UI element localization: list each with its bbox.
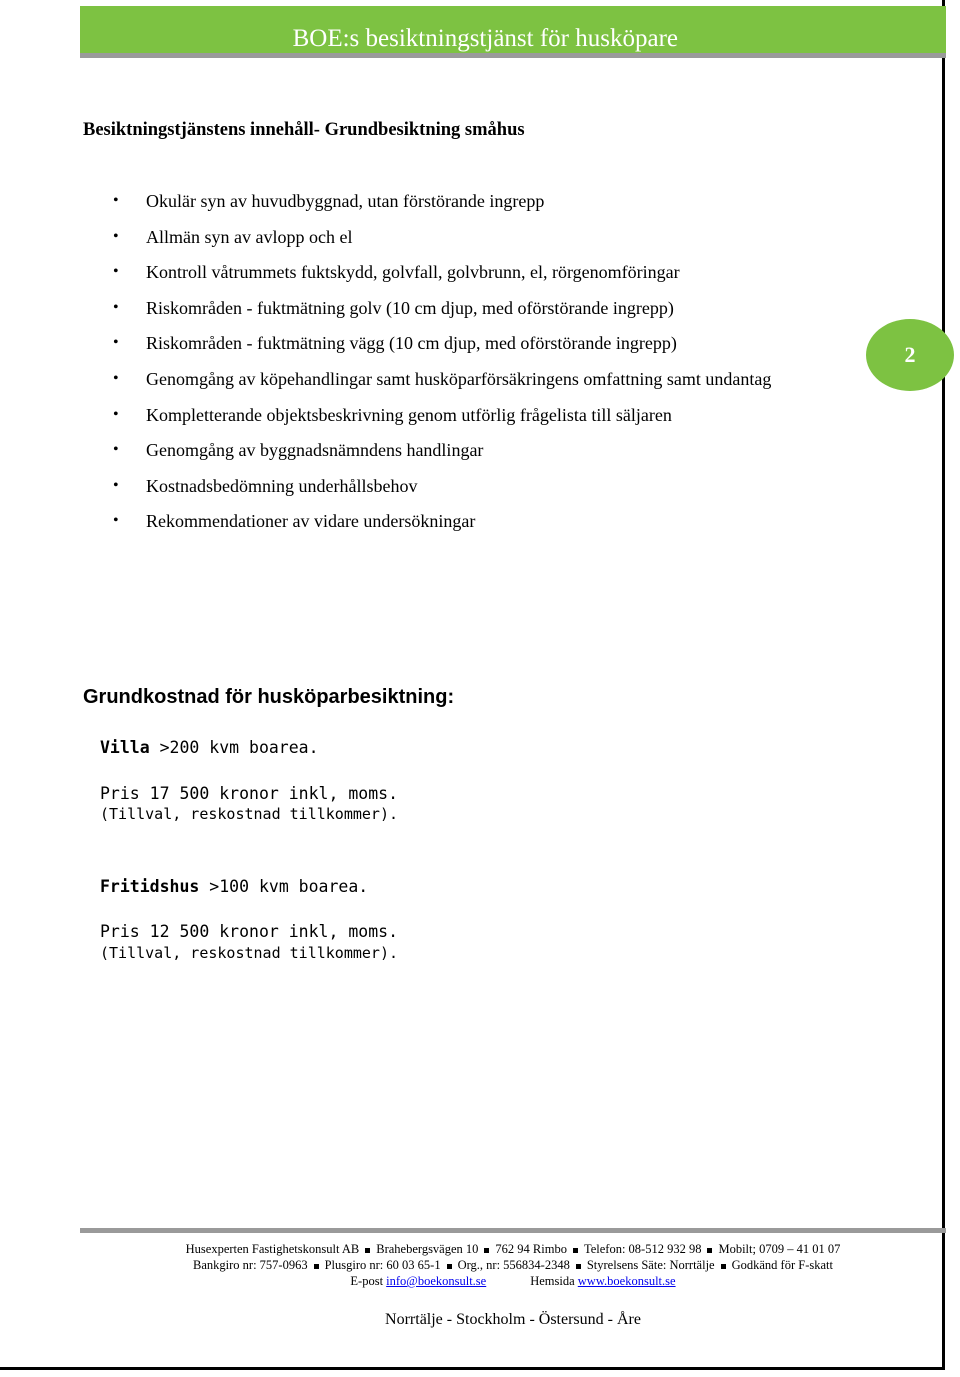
separator-icon: [707, 1248, 712, 1253]
list-item: • Genomgång av byggnadsnämndens handlingar: [113, 440, 484, 461]
list-item: • Rekommendationer av vidare undersökningar: [113, 511, 476, 532]
pricing-heading: Grundkostnad för husköparbesiktning:: [83, 686, 455, 708]
fritidshus-price: Pris 12 500 kronor inkl, moms.: [100, 922, 399, 941]
separator-icon: [576, 1264, 581, 1269]
bullet-icon: •: [113, 405, 119, 423]
footer-contact-line: Husexperten Fastighetskonsult AB Brahebergsvägen 10 762 94 Rimbo Telefon: 08-512 932 98 Mobilt; 0709 – 41 01 07: [185, 1242, 841, 1256]
footer-web-line: E-post info@boekonsult.se Hemsida www.boekonsult.se: [350, 1274, 676, 1288]
bullet-icon: •: [113, 369, 119, 387]
bullet-icon: •: [113, 263, 119, 281]
list-item: • Genomgång av köpehandlingar samt husköparförsäkringens omfattning samt undantag: [113, 368, 772, 389]
separator-icon: [365, 1248, 370, 1253]
bullet-icon: •: [113, 512, 119, 530]
bullet-icon: •: [113, 476, 119, 494]
separator-icon: [573, 1248, 578, 1253]
fritidshus-name: Fritidshus: [100, 877, 200, 896]
bullet-icon: •: [113, 441, 119, 459]
footer-finance-line: Bankgiro nr: 757-0963 Plusgiro nr: 60 03 65-1 Org., nr: 556834-2348 Styrelsens Säte: Norrtälje Godkänd för F-skatt: [193, 1258, 833, 1272]
villa-price: Pris 17 500 kronor inkl, moms.: [100, 784, 399, 803]
footer-towns: Norrtälje - Stockholm - Östersund - Åre: [385, 1311, 641, 1328]
header-title: BOE:s besiktningstjänst för husköpare: [292, 25, 678, 52]
page-number-badge: 2: [866, 319, 954, 391]
separator-icon: [721, 1264, 726, 1269]
service-list: [113, 189, 771, 545]
bullet-icon: •: [113, 227, 119, 245]
fritidshus-note: (Tillval, reskostnad tillkommer).: [100, 944, 399, 962]
bullet-icon: •: [113, 334, 119, 352]
list-item: • Kompletterande objektsbeskrivning genom utförlig frågelista till säljaren: [113, 404, 672, 425]
list-item: • Riskområden - fuktmätning vägg (10 cm djup, med oförstörande ingrepp): [113, 333, 677, 354]
list-item: • Allmän syn av avlopp och el: [113, 226, 353, 247]
section-heading: Besiktningstjänstens innehåll- Grundbesiktning småhus: [83, 120, 525, 140]
list-item: • Okulär syn av huvudbyggnad, utan förstörande ingrepp: [113, 191, 545, 211]
list-item: • Riskområden - fuktmätning golv (10 cm djup, med oförstörande ingrepp): [113, 297, 674, 318]
villa-size: >200 kvm boarea.: [149, 738, 319, 757]
separator-icon: [447, 1264, 452, 1269]
header-bar: [80, 6, 946, 58]
fritidshus-size: >100 kvm boarea.: [199, 877, 369, 896]
fritidshus-line: [100, 877, 368, 896]
list-item: • Kostnadsbedömning underhållsbehov: [113, 475, 418, 496]
list-item: • Kontroll våtrummets fuktskydd, golvfall, golvbrunn, el, rörgenomföringar: [113, 262, 680, 283]
villa-note: (Tillval, reskostnad tillkommer).: [100, 805, 399, 823]
villa-line: [100, 738, 319, 757]
bullet-icon: •: [113, 298, 119, 316]
footer-rule: [80, 1228, 946, 1233]
website-link[interactable]: www.boekonsult.se: [577, 1274, 676, 1288]
separator-icon: [484, 1248, 489, 1253]
bullet-icon: •: [113, 192, 119, 209]
email-link[interactable]: info@boekonsult.se: [386, 1274, 487, 1288]
villa-name: Villa: [100, 738, 150, 757]
separator-icon: [314, 1264, 319, 1269]
